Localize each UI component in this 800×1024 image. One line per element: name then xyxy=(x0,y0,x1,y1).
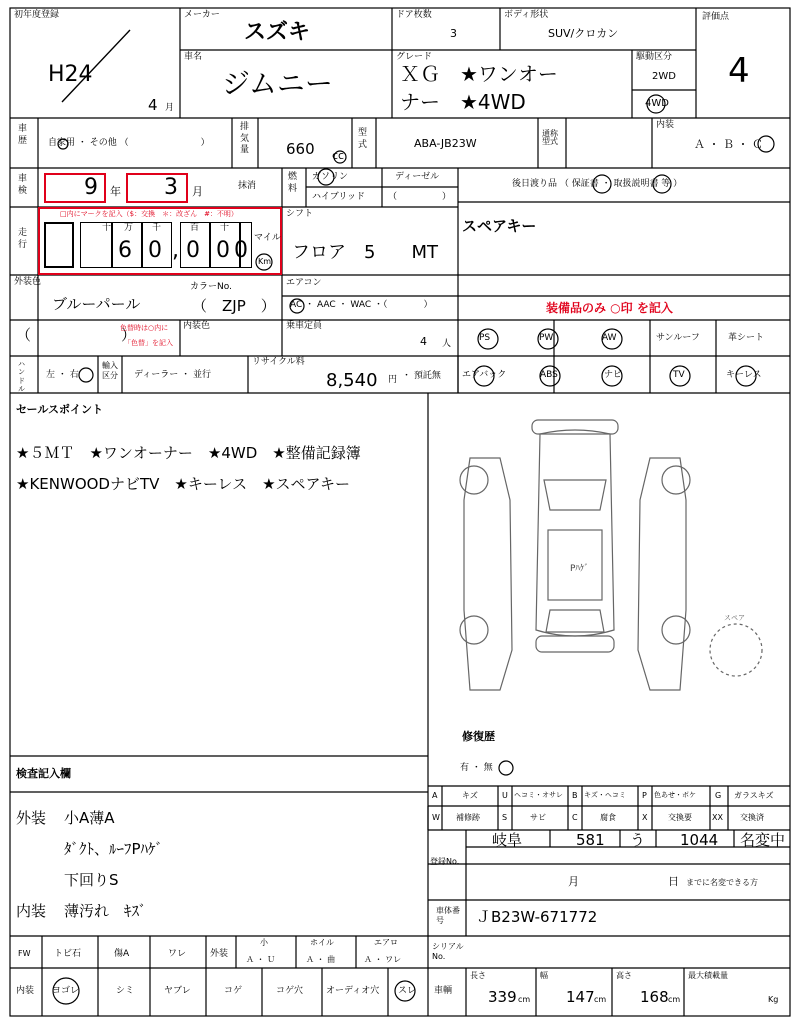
handle-value: 左 ・ 右 xyxy=(46,370,79,380)
height-unit: cm xyxy=(668,995,681,1004)
equip-header: 装備品のみ ○印 を記入 xyxy=(546,301,673,315)
length-unit: cm xyxy=(518,995,531,1004)
equip-tv: TV xyxy=(673,370,685,380)
color-no-label: カラーNo. xyxy=(190,282,232,292)
legend-p-desc: 色あせ・ボケ xyxy=(654,791,696,799)
grade-line2: ナー ★4WD xyxy=(400,90,526,114)
int-item-3: ヤブレ xyxy=(164,986,191,996)
interior-label: 内装 xyxy=(656,120,675,130)
fw-item-2: 傷A xyxy=(114,949,130,959)
first-reg-year: H24 xyxy=(48,62,93,87)
dims-label: 車輌 xyxy=(434,986,453,996)
inspection-ext-label: 外装 xyxy=(16,809,47,827)
equip-sunroof: サンルーフ xyxy=(656,333,700,343)
year-unit: 年 xyxy=(110,185,121,198)
legend-a: A xyxy=(432,791,438,800)
right-front-wheel xyxy=(662,466,690,494)
displacement-value: 660 xyxy=(286,140,315,158)
first-reg-month: 4 xyxy=(148,96,158,114)
int-item-6: オーディオ穴 xyxy=(326,986,380,996)
legend-w: W xyxy=(432,813,440,822)
mileage-comma: , xyxy=(172,238,179,263)
grade-eval-label: 評価点 xyxy=(702,12,730,22)
shift-label: シフト xyxy=(286,209,314,219)
maker-value: スズキ xyxy=(244,20,311,45)
legend-xx-desc: 交換済 xyxy=(740,813,764,822)
body-value: SUV/クロカン xyxy=(548,27,619,40)
color-change-note2: 「色替」を記入 xyxy=(124,339,173,347)
front-bumper xyxy=(532,420,618,434)
legend-a-desc: キズ xyxy=(462,791,478,800)
ac-value: AC ・ AAC ・ WAC ・（ ） xyxy=(290,300,433,310)
interior-color-label: 内装色 xyxy=(183,321,211,331)
insp-year: 9 xyxy=(84,175,98,200)
legend-c: C xyxy=(572,813,578,822)
legend-s-desc: サビ xyxy=(530,813,546,822)
load-unit: Kg xyxy=(768,995,779,1004)
mileage-digit-5: 0 xyxy=(234,238,248,263)
cancelled: 抹消 xyxy=(238,181,257,191)
bottom-wheel-value: Ａ ・ 曲 xyxy=(306,955,336,964)
repair-value: 有 ・ 無 xyxy=(460,763,493,773)
type-label: 型式 xyxy=(358,128,368,150)
int-item-5: コゲ穴 xyxy=(276,986,304,996)
recycle-label: リサイクル料 xyxy=(252,357,305,367)
doors-label: ドア枚数 xyxy=(396,10,432,20)
inspection-ext-1: 小A薄A xyxy=(64,809,115,827)
windshield xyxy=(544,480,606,510)
ac-label: エアコン xyxy=(286,278,322,288)
legend-x-desc: 交換要 xyxy=(668,813,692,822)
recycle-note: ・ 預託無 xyxy=(402,371,441,381)
registration-month: 月 xyxy=(568,875,579,888)
legend-x: X xyxy=(642,813,648,822)
mileage-digit-1: 6 xyxy=(118,238,132,263)
color-change: （ ） xyxy=(16,326,137,344)
equip-navi: ナビ xyxy=(604,370,623,380)
inspection-ext-3: 下回りS xyxy=(64,871,119,889)
fuel-diesel: ディーゼル xyxy=(395,172,440,182)
int-item-1: ヨゴレ xyxy=(52,986,80,996)
legend-w-desc: 補修跡 xyxy=(456,813,480,822)
insp-month: 3 xyxy=(164,175,178,200)
bottom-wheel-label: ホイル xyxy=(310,938,334,947)
displacement-label: 排気量 xyxy=(240,122,250,156)
grade-line1: ＸＧ ★ワンオー xyxy=(400,62,558,86)
inspection-ext-2: ﾀﾞｸﾄ、ﾙｰﾌPﾊｹﾞ xyxy=(64,840,164,858)
extras-label: 後日渡り品 （ 保証書 ・ 取扱説明書 等 ） xyxy=(512,179,683,189)
mileage-label: 走行 xyxy=(18,228,28,250)
rear-bumper xyxy=(536,636,614,652)
bottom-small-label: 小 xyxy=(260,938,268,947)
capacity-label: 乗車定員 xyxy=(286,321,323,331)
fuel-gasoline: ガソリン xyxy=(312,172,349,182)
registration-region: 岐阜 xyxy=(492,831,523,849)
import-label: 輸入区分 xyxy=(102,361,118,381)
km-label: Km xyxy=(258,257,272,266)
equip-pw: PW xyxy=(539,333,554,343)
import-value: ディーラー ・ 並行 xyxy=(134,370,212,380)
bottom-small-value: Ａ ・ Ｕ xyxy=(246,955,276,964)
model-label: 車名 xyxy=(184,52,203,62)
digit-header-2: 万 xyxy=(124,223,134,233)
sales-line2: ★KENWOODナビTV ★キーレス ★スペアキー xyxy=(16,475,350,493)
insp-month-box xyxy=(126,173,188,203)
mile-label: マイル xyxy=(254,233,281,243)
maker-label: メーカー xyxy=(184,10,220,20)
history-label: 車歴 xyxy=(18,124,28,146)
equip-abs: ABS xyxy=(540,370,558,380)
int-item-7: スレ xyxy=(398,986,417,996)
fw-item-1: トビ石 xyxy=(54,949,82,959)
width-label: 幅 xyxy=(540,971,548,980)
serial-label: シリアルNo. xyxy=(432,942,464,962)
width-value: 147 xyxy=(566,988,595,1006)
legend-u-desc: ヘコミ・オサレ xyxy=(514,791,563,799)
month-unit-2: 月 xyxy=(192,185,203,198)
bottom-ext-label: 外装 xyxy=(210,949,229,959)
grade-label: グレード xyxy=(396,52,433,62)
exterior-color-label: 外装色 xyxy=(14,277,42,287)
digit-header-3: 千 xyxy=(152,223,162,233)
extras-value: スペアキー xyxy=(462,217,537,235)
load-label: 最大積載量 xyxy=(688,971,728,980)
legend-b-desc: キズ・ヘコミ xyxy=(584,791,626,799)
doors-value: 3 xyxy=(450,27,457,40)
interior-grades: Ａ ・ Ｂ ・ Ｃ xyxy=(694,138,763,151)
drive-label: 駆動区分 xyxy=(636,52,673,62)
cert-label: 通称型式 xyxy=(542,129,558,146)
exterior-color: ブルーパール xyxy=(52,295,141,313)
inspection-title: 検査記入欄 xyxy=(16,767,71,780)
recycle-unit: 円 xyxy=(388,375,398,385)
right-rear-wheel xyxy=(662,616,690,644)
legend-p: P xyxy=(642,791,647,800)
inspection-int-1: 薄汚れ ｷｽﾞ xyxy=(64,902,147,920)
capacity-unit: 人 xyxy=(442,339,452,349)
digit-header-4: 百 xyxy=(190,223,200,233)
digit-header-1: 十 xyxy=(102,223,112,233)
shift-value: フロア 5 MT xyxy=(292,242,438,263)
color-change-note1: 色替時は○内に xyxy=(120,324,169,332)
bottom-aero-value: Ａ ・ ワレ xyxy=(364,955,402,964)
inspection-int-label: 内装 xyxy=(16,902,47,920)
legend-b: B xyxy=(572,791,578,800)
equip-airbag: エアバック xyxy=(462,370,507,380)
fuel-hybrid: ハイブリッド xyxy=(312,192,366,202)
int-item-4: コゲ xyxy=(224,986,243,996)
fw-item-3: ワレ xyxy=(168,949,187,959)
fuel-other: （ ） xyxy=(388,192,452,202)
repair-label: 修復歴 xyxy=(462,730,495,743)
spare-tire xyxy=(710,624,762,676)
recycle-value: 8,540 xyxy=(326,370,378,391)
first-reg-label: 初年度登録 xyxy=(14,10,60,20)
color-no: （ ZJP ） xyxy=(192,297,276,315)
digit-header-5: 十 xyxy=(220,223,230,233)
equip-ps: PS xyxy=(479,333,491,343)
registration-label: 登録No. xyxy=(430,857,460,866)
mileage-digit-3: 0 xyxy=(186,238,200,263)
month-unit: 月 xyxy=(165,103,175,113)
width-unit: cm xyxy=(594,995,607,1004)
left-front-wheel xyxy=(460,466,488,494)
legend-g-desc: ガラスキズ xyxy=(734,791,774,800)
registration-deadline: までに名変できる方 xyxy=(686,878,758,887)
mileage-digit-blank xyxy=(44,222,74,268)
type-value: ABA-JB23W xyxy=(414,137,477,150)
sales-title: セールスポイント xyxy=(16,403,104,416)
registration-transfer: 名変中 xyxy=(740,831,786,849)
body-label: ボディ形状 xyxy=(504,10,549,20)
registration-kana: う xyxy=(630,831,646,849)
sales-line1: ★５ＭＴ ★ワンオーナー ★4WD ★整備記録簿 xyxy=(16,444,361,462)
height-label: 高さ xyxy=(616,971,632,980)
inspection-label: 車検 xyxy=(18,174,28,196)
chassis-value: ＪB23W-671772 xyxy=(476,908,598,926)
handle-label: ハンドル xyxy=(18,360,25,394)
int-item-2: シミ xyxy=(116,986,135,996)
drive-2wd: 2WD xyxy=(652,71,676,82)
spare-label: スペア xyxy=(724,614,745,622)
car-left-side xyxy=(464,458,512,690)
legend-u: U xyxy=(502,791,508,800)
equip-leather: 革シート xyxy=(728,333,765,343)
diagram-note: Pﾊｹﾞ xyxy=(570,564,589,574)
grade-eval-value: 4 xyxy=(728,51,750,91)
height-value: 168 xyxy=(640,988,669,1006)
registration-number: 1044 xyxy=(680,831,719,849)
legend-xx: XX xyxy=(712,813,723,822)
capacity-value: 4 xyxy=(420,335,427,348)
legend-g: G xyxy=(715,791,722,800)
length-label: 長さ xyxy=(470,971,486,980)
drive-4wd: 4WD xyxy=(645,98,669,109)
legend-c-desc: 腐食 xyxy=(600,813,616,822)
fuel-label: 燃料 xyxy=(288,172,298,194)
mileage-digit-4: 0 xyxy=(216,238,230,263)
legend-s: S xyxy=(502,813,508,822)
history-value: 自家用 ・ その他 （ ） xyxy=(48,138,210,148)
equip-keyless: キーレス xyxy=(726,370,762,380)
bottom-int-label: 内装 xyxy=(16,986,35,996)
equip-aw: AW xyxy=(602,333,617,343)
registration-day: 日 xyxy=(668,875,679,888)
fw-label: FW xyxy=(18,949,31,958)
car-diagram xyxy=(440,410,780,710)
rear-window xyxy=(546,610,604,632)
bottom-aero-label: エアロ xyxy=(374,938,398,947)
registration-class: 581 xyxy=(576,831,605,849)
length-value: 339 xyxy=(488,988,517,1006)
displacement-unit: cc xyxy=(332,149,345,162)
model-value: ジムニー xyxy=(222,67,333,100)
chassis-label: 車体番号 xyxy=(436,906,460,926)
mileage-note: □内にマークを記入（$：交換 ＊：改ざん #：不明） xyxy=(60,210,238,218)
car-right-side xyxy=(638,458,686,690)
left-rear-wheel xyxy=(460,616,488,644)
mileage-digit-2: 0 xyxy=(148,238,162,263)
